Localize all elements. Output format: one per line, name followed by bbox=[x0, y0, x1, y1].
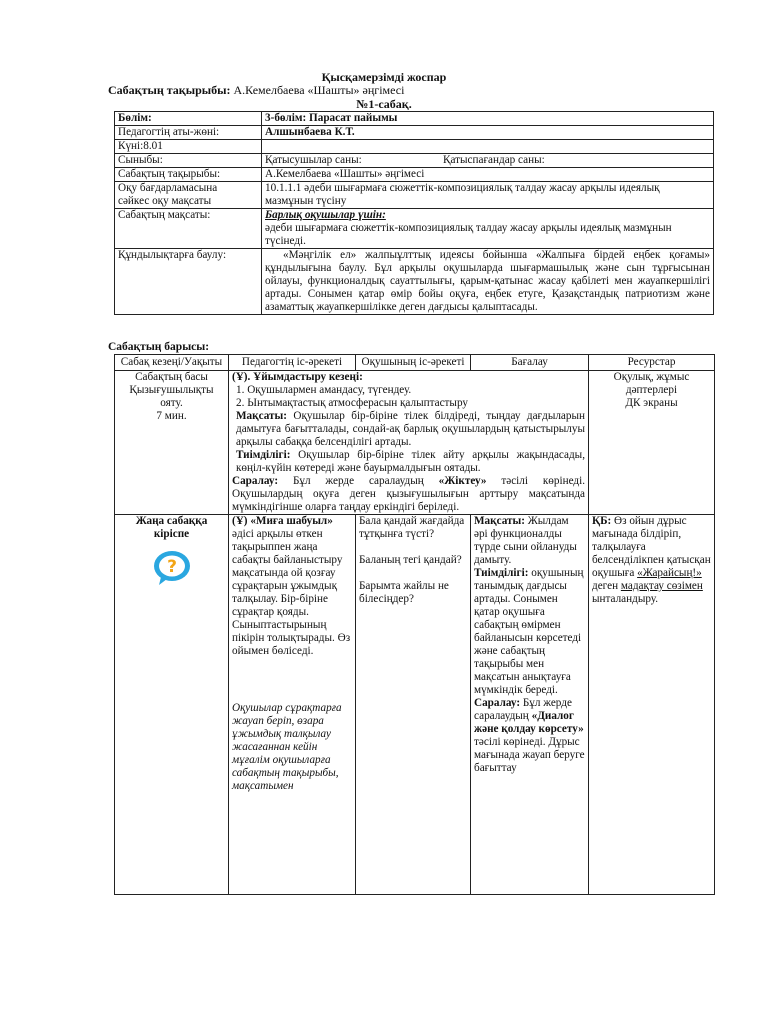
document-title: Қысқамерзімді жоспар bbox=[321, 70, 447, 84]
intro-diff-label: Саралау: bbox=[474, 697, 521, 709]
learning-goal-label-line2: сәйкес оқу мақсаты bbox=[118, 195, 212, 207]
absent-count-label: Қатыспағандар саны: bbox=[440, 154, 714, 168]
teacher-row bbox=[115, 126, 714, 140]
opening-stage bbox=[115, 371, 229, 515]
lesson-aim-text: әдеби шығармаға сюжеттік-композициялық талдау жасау арқылы идеялық мазмұнын түсінеді. bbox=[265, 222, 672, 247]
intro-stage bbox=[115, 515, 229, 895]
lesson-aim-row bbox=[115, 209, 714, 249]
feedback-text-2: деген bbox=[592, 580, 621, 592]
intro-diff-text-2: тәсілі көрінеді. Дұрыс мағынада жауап беруге бағыттау bbox=[474, 736, 585, 774]
question-bubble-icon bbox=[152, 547, 192, 587]
question-3: Барымта жайлы не білесіңдер? bbox=[359, 580, 449, 605]
class-row bbox=[115, 154, 714, 168]
opening-differentiation bbox=[232, 475, 585, 514]
intro-diff-method: «Диалог және қолдау көрсету» bbox=[474, 710, 584, 735]
intro-aim-text: Жылдам әрі функционалды түрде сыни ойлануды дамыту. bbox=[474, 515, 577, 566]
flow-header-row bbox=[115, 355, 715, 371]
lesson-aim-heading: Барлық оқушылар үшін: bbox=[265, 209, 386, 221]
feedback-label: ҚБ: bbox=[592, 515, 612, 527]
resource-3: ДК экраны bbox=[625, 397, 678, 409]
intro-teacher-activity bbox=[229, 515, 356, 895]
opening-effect bbox=[232, 449, 585, 475]
values-text: «Мәңгілік ел» жалпыұлттық идеясы бойынша «Жалпыға бірдей еңбек қоғамы» құндылығына баулу. Бұл арқылы оқушыларда шығармашылық және сын тұрғысынан ойлауы, функционалдық сауаттылығы, қарым-қатынас жасау қабілеті мен жауапкершілігі артады. Сонымен қатар өмір бойы оқуға, еңбек етуге, Қазақстандық патриотизм және азаматтық жауапкершілікке деген дағдысы қалыптасады. bbox=[262, 249, 714, 315]
feedback-text-1: Өз ойын дұрыс мағынада білдіріп, талқылауға белсенділікпен қатысқан оқушыға bbox=[592, 515, 711, 579]
values-label: Құндылықтарға баулу: bbox=[115, 249, 262, 315]
brainstorm-text bbox=[232, 515, 352, 658]
feedback-text-3: ынталандыру. bbox=[592, 593, 659, 605]
opening-resources bbox=[589, 371, 715, 515]
section-row bbox=[115, 112, 714, 126]
section-value: 3-бөлім: Парасат пайымы bbox=[262, 112, 714, 126]
lesson-aim-label: Сабақтың мақсаты: bbox=[115, 209, 262, 249]
resource-2: дәптерлері bbox=[625, 384, 678, 396]
intro-stage-line2: кіріспе bbox=[153, 528, 190, 540]
intro-aim bbox=[474, 515, 585, 567]
header-student: Оқушының іс-әрекеті bbox=[356, 355, 471, 371]
brainstorm-body: әдісі арқылы өткен тақырыппен жаңа сабақты байланыстыру мақсатында ой қозғау сұрақтарын ұжымдық талқылау. Бір-біріне сұрақтар қояды. Сыныптастырының пікірін толықтырады. Өз ойымен бөліседі. bbox=[232, 528, 351, 657]
opening-aim-label: Мақсаты: bbox=[236, 410, 287, 422]
header-teacher: Педагогтің іс-әрекеті bbox=[229, 355, 356, 371]
feedback-praise-phrase: мадақтау сөзімен bbox=[620, 580, 703, 592]
lesson-topic-row bbox=[115, 168, 714, 182]
question-2: Баланың тегі қандай? bbox=[359, 554, 462, 566]
opening-stage-time: 7 мин. bbox=[156, 410, 187, 422]
feedback-praise: «Жарайсың!» bbox=[637, 567, 702, 579]
org-stage-title: (Ұ). Ұйымдастыру кезеңі: bbox=[232, 371, 363, 383]
learning-goal-value: 10.1.1.1 әдеби шығармаға сюжеттік-композициялық талдау жасау арқылы идеялық мазмұнын түсіну bbox=[262, 182, 714, 209]
intro-stage-line1: Жаңа сабаққа bbox=[135, 515, 208, 527]
opening-stage-line2: Қызығушылықты bbox=[129, 384, 214, 396]
resource-1: Оқулық, жұмыс bbox=[613, 371, 690, 383]
topic-line bbox=[108, 83, 404, 98]
flow-row-intro bbox=[115, 515, 715, 895]
opening-diff-method: «Жіктеу» bbox=[438, 475, 487, 487]
learning-goal-label bbox=[115, 182, 262, 209]
intro-differentiation bbox=[474, 697, 585, 775]
header-assessment: Бағалау bbox=[471, 355, 589, 371]
lesson-topic-value: А.Кемелбаева «Шашты» әңгімесі bbox=[262, 168, 714, 182]
topic-value: А.Кемелбаева «Шашты» әңгімесі bbox=[230, 83, 405, 97]
opening-stage-line3: ояту. bbox=[160, 397, 183, 409]
intro-effect-label: Тиімділігі: bbox=[474, 567, 529, 579]
topic-label: Сабақтың тақырыбы: bbox=[108, 83, 231, 97]
values-row bbox=[115, 249, 714, 315]
lesson-topic-label: Сабақтың тақырыбы: bbox=[115, 168, 262, 182]
svg-text:?: ? bbox=[166, 557, 177, 577]
teacher-value: Алшынбаева К.Т. bbox=[262, 126, 714, 140]
header-stage: Сабақ кезеңі/Уақыты bbox=[115, 355, 229, 371]
lesson-aim-cell bbox=[262, 209, 714, 249]
opening-activity bbox=[229, 371, 589, 515]
lesson-info-table bbox=[114, 111, 714, 315]
opening-diff-text-1: Бұл жерде саралаудың bbox=[278, 475, 439, 487]
opening-diff-label: Саралау: bbox=[232, 475, 279, 487]
opening-aim bbox=[232, 410, 585, 449]
opening-aim-text: Оқушылар бір-біріне тілек білдіреді, тыңдау дағдыларын дамытуға бағытталады, сондай-ақ барлық оқушылардың қатыстырылуы арқылы сабаққа белсенділігі артады. bbox=[236, 410, 585, 448]
intro-feedback bbox=[589, 515, 715, 895]
date-label: Күні:8.01 bbox=[115, 140, 262, 154]
brainstorm-heading: (Ұ) «Миға шабуыл» bbox=[232, 515, 333, 527]
teacher-label: Педагогтің аты-жөні: bbox=[115, 126, 262, 140]
flow-row-opening bbox=[115, 371, 715, 515]
opening-effect-text: Оқушылар бір-біріне тілек айту арқылы жақындасады, көңіл-күйін көтереді және бауырмалдығын оятады. bbox=[236, 449, 585, 474]
intro-student-activity bbox=[356, 515, 471, 895]
teacher-italic-note: Оқушылар сұрақтарға жауап беріп, өзара ұжымдық талқылау жасағаннан кейін мұғалім оқушыларға сабақтың тақырыбы, мақсатымен bbox=[232, 702, 342, 792]
date-value bbox=[262, 140, 714, 154]
learning-goal-label-line1: Оқу бағдарламасына bbox=[118, 182, 218, 194]
intro-diff-text-1: Бұл жерде саралаудың bbox=[474, 697, 572, 722]
present-count-label: Қатысушылар саны: bbox=[262, 154, 441, 168]
question-1: Бала қандай жағдайда тұтқынға түсті? bbox=[359, 515, 465, 540]
section-label: Бөлім: bbox=[115, 112, 262, 126]
intro-assessment bbox=[471, 515, 589, 895]
date-row bbox=[115, 140, 714, 154]
org-item-1: 1. Оқушылармен амандасу, түгендеу. bbox=[236, 384, 412, 396]
org-item-2: 2. Ынтымақтастық атмосферасын қалыптастыру bbox=[236, 397, 468, 409]
class-label: Сыныбы: bbox=[115, 154, 262, 168]
lesson-flow-table bbox=[114, 354, 715, 895]
lesson-flow-heading: Сабақтың барысы: bbox=[108, 341, 210, 353]
intro-effect-text: оқушының танымдық дағдысы артады. Сонымен қатар оқушыға сабақтың өмірмен байланысын көрсетеді және сабақтың тақырыбы мен мақсатын анықтауға мүмкіндік береді. bbox=[474, 567, 584, 696]
opening-effect-label: Тиімділігі: bbox=[236, 449, 291, 461]
learning-goal-row bbox=[115, 182, 714, 209]
header-resources: Ресурстар bbox=[589, 355, 715, 371]
opening-diff-text-2: тәсілі көрінеді. Оқушылардың оқуға деген қызығушылығын арттыру мақсатында мүмкіндігінше оларға таңдау еркіндігі беріледі. bbox=[232, 475, 585, 513]
opening-stage-line1: Сабақтың басы bbox=[135, 371, 208, 383]
lesson-number: №1-сабақ. bbox=[356, 97, 412, 111]
intro-aim-label: Мақсаты: bbox=[474, 515, 525, 527]
intro-effect bbox=[474, 567, 585, 697]
